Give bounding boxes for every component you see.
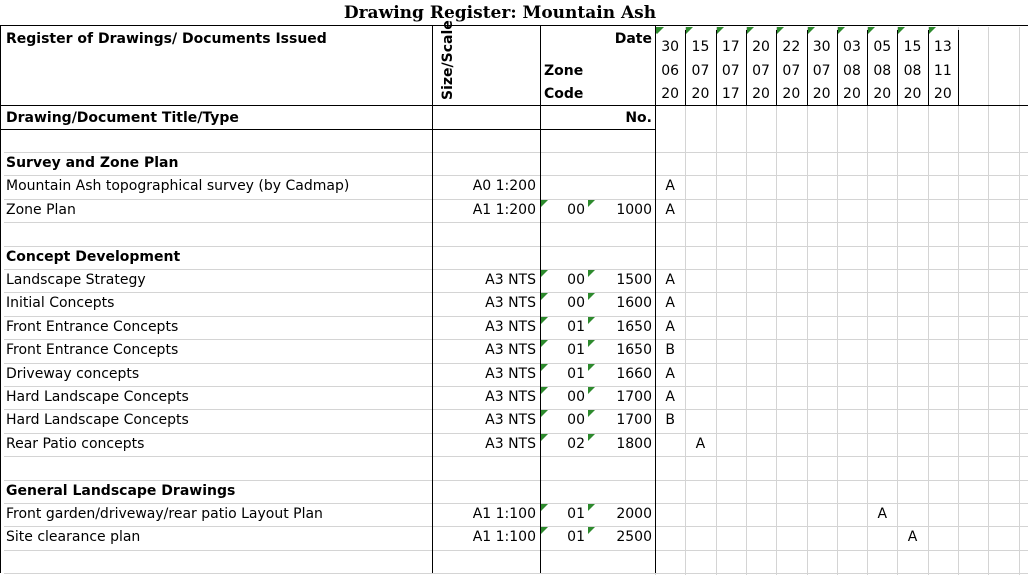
- date-day: 15: [903, 39, 922, 55]
- date-column-gridline: [716, 27, 717, 575]
- zone-code-value: 01: [567, 506, 585, 522]
- date-year: 20: [752, 86, 770, 102]
- green-triangle-marker: [838, 27, 845, 34]
- revision-mark: A: [907, 529, 918, 546]
- subheader-bottom-border: [0, 129, 655, 130]
- drawing-title: Mountain Ash topographical survey (by Cadmap): [6, 178, 350, 195]
- date-header-bottom: [655, 105, 1028, 106]
- green-triangle-marker: [686, 27, 693, 34]
- green-triangle-marker: [541, 270, 548, 277]
- date-column-gridline: [807, 27, 808, 575]
- register-label: Register of Drawings/ Documents Issued: [6, 31, 327, 47]
- green-triangle-marker: [541, 410, 548, 417]
- size-scale-value: A0 1:200: [472, 178, 536, 195]
- size-scale-value: A3 NTS: [485, 318, 536, 335]
- date-day: 03: [843, 39, 861, 55]
- date-month: 11: [933, 63, 952, 79]
- row-gridline: [4, 456, 1028, 457]
- revision-mark: A: [665, 318, 675, 335]
- revision-mark: A: [665, 201, 675, 218]
- drawing-title: Front Entrance Concepts: [6, 318, 179, 335]
- green-triangle-marker: [541, 200, 548, 207]
- drawing-title: Hard Landscape Concepts: [6, 389, 189, 405]
- code-label: Code: [544, 86, 584, 102]
- date-column-gridline: [928, 27, 929, 575]
- zone-code-value: 01: [567, 318, 585, 335]
- size-scale-value: A1 1:200: [472, 201, 536, 218]
- green-triangle-marker: [717, 27, 724, 34]
- date-month: 08: [843, 63, 861, 79]
- zone-code-value: 00: [567, 295, 585, 312]
- size-scale-label: Size/Scale: [440, 20, 456, 100]
- date-month: 07: [812, 63, 831, 79]
- green-triangle-marker: [541, 364, 548, 371]
- green-triangle-marker: [777, 27, 784, 34]
- section-heading: General Landscape Drawings: [6, 482, 236, 499]
- date-column-gridline: [1019, 27, 1020, 575]
- date-year: 20: [933, 86, 952, 102]
- section-heading: Survey and Zone Plan: [6, 155, 179, 171]
- green-triangle-marker: [898, 27, 905, 34]
- green-triangle-marker: [588, 410, 595, 417]
- drawing-number: 1660: [616, 365, 652, 382]
- size-scale-value: A1 1:100: [472, 529, 536, 546]
- drawing-number: 2000: [616, 506, 652, 522]
- date-year: 20: [661, 86, 680, 102]
- date-day: 22: [782, 39, 801, 55]
- row-gridline: [4, 573, 1028, 574]
- size-scale-value: A3 NTS: [485, 365, 536, 382]
- row-gridline: [4, 222, 1028, 223]
- date-month: 06: [661, 63, 680, 79]
- header-top-border: [0, 25, 1028, 26]
- drawing-title: Rear Patio concepts: [6, 435, 145, 452]
- size-column-border: [432, 25, 433, 573]
- date-day: 20: [752, 39, 770, 55]
- number-label: No.: [625, 110, 652, 126]
- green-triangle-marker: [541, 504, 548, 511]
- date-column-gridline: [685, 27, 686, 575]
- green-triangle-marker: [588, 340, 595, 347]
- drawing-number: 1800: [616, 435, 652, 452]
- date-year: 20: [691, 86, 710, 102]
- date-month: 07: [721, 63, 740, 79]
- date-month: 08: [903, 63, 922, 79]
- revision-mark: A: [665, 295, 675, 312]
- revision-mark: A: [877, 506, 888, 522]
- zone-code-value: 01: [567, 342, 585, 359]
- left-border: [0, 25, 1, 573]
- green-triangle-marker: [656, 27, 663, 34]
- green-triangle-marker: [588, 200, 595, 207]
- green-triangle-marker: [541, 387, 548, 394]
- date-year: 20: [812, 86, 831, 102]
- revision-mark: B: [665, 412, 675, 429]
- date-label: Date: [614, 31, 652, 47]
- date-day: 17: [721, 39, 740, 55]
- date-column-gridline: [897, 27, 898, 575]
- drawing-title: Zone Plan: [6, 201, 76, 218]
- date-year: 20: [782, 86, 801, 102]
- date-month: 07: [782, 63, 801, 79]
- drawing-title: Driveway concepts: [6, 365, 140, 382]
- zone-code-value: 00: [567, 389, 585, 405]
- date-day: 13: [933, 39, 952, 55]
- date-day: 30: [812, 39, 831, 55]
- green-triangle-marker: [541, 527, 548, 534]
- zone-code-value: 00: [567, 201, 585, 218]
- size-scale-value: A3 NTS: [485, 389, 536, 405]
- page-title: Drawing Register: Mountain Ash: [343, 3, 657, 23]
- green-triangle-marker: [929, 27, 936, 34]
- size-scale-value: A3 NTS: [485, 412, 536, 429]
- size-scale-value: A3 NTS: [485, 295, 536, 312]
- revision-mark: A: [665, 178, 675, 195]
- green-triangle-marker: [588, 387, 595, 394]
- date-column-gridline: [746, 27, 747, 575]
- green-triangle-marker: [747, 27, 754, 34]
- green-triangle-marker: [541, 293, 548, 300]
- date-column-gridline: [776, 27, 777, 575]
- date-header-divider: [958, 30, 959, 105]
- header-bottom-border: [0, 105, 655, 106]
- drawing-number: 1700: [616, 389, 652, 405]
- zone-code-value: 01: [567, 529, 585, 546]
- drawing-title: Front Entrance Concepts: [6, 342, 179, 359]
- green-triangle-marker: [588, 270, 595, 277]
- date-month: 07: [691, 63, 710, 79]
- drawing-title: Hard Landscape Concepts: [6, 412, 189, 429]
- date-column-gridline: [988, 27, 989, 575]
- revision-mark: A: [665, 365, 675, 382]
- size-scale-value: A3 NTS: [485, 342, 536, 359]
- drawing-number: 1600: [616, 295, 652, 312]
- drawing-number: 2500: [616, 529, 652, 546]
- drawing-number: 1650: [616, 318, 652, 335]
- revision-mark: A: [665, 389, 675, 405]
- green-triangle-marker: [588, 317, 595, 324]
- drawing-title: Landscape Strategy: [6, 272, 146, 288]
- zone-code-value: 02: [567, 435, 585, 452]
- date-day: 15: [691, 39, 710, 55]
- drawing-number: 1500: [616, 272, 652, 288]
- size-scale-value: A3 NTS: [485, 435, 536, 452]
- green-triangle-marker: [588, 364, 595, 371]
- date-day: 30: [661, 39, 680, 55]
- zone-label: Zone: [544, 63, 584, 79]
- revision-mark: B: [665, 342, 675, 359]
- date-year: 20: [873, 86, 892, 102]
- date-day: 05: [873, 39, 892, 55]
- size-scale-value: A3 NTS: [485, 272, 536, 288]
- drawing-number: 1000: [616, 201, 652, 218]
- revision-mark: A: [695, 435, 706, 452]
- green-triangle-marker: [541, 434, 548, 441]
- date-month: 08: [873, 63, 892, 79]
- date-year: 20: [843, 86, 861, 102]
- drawing-number: 1700: [616, 412, 652, 429]
- size-scale-value: A1 1:100: [472, 506, 536, 522]
- date-column-gridline: [837, 27, 838, 575]
- section-heading: Concept Development: [6, 248, 181, 265]
- green-triangle-marker: [541, 317, 548, 324]
- date-year: 17: [721, 86, 740, 102]
- drawing-number: 1650: [616, 342, 652, 359]
- date-year: 20: [903, 86, 922, 102]
- green-triangle-marker: [541, 340, 548, 347]
- green-triangle-marker: [588, 293, 595, 300]
- row-gridline: [4, 550, 1028, 551]
- drawing-title: Site clearance plan: [6, 529, 141, 546]
- date-column-gridline: [867, 27, 868, 575]
- green-triangle-marker: [588, 504, 595, 511]
- zone-code-value: 01: [567, 365, 585, 382]
- zone-code-value: 00: [567, 412, 585, 429]
- zone-code-value: 00: [567, 272, 585, 288]
- title-type-label: Drawing/Document Title/Type: [6, 110, 239, 126]
- date-month: 07: [752, 63, 770, 79]
- green-triangle-marker: [588, 434, 595, 441]
- drawing-title: Initial Concepts: [6, 295, 115, 312]
- green-triangle-marker: [808, 27, 815, 34]
- drawing-title: Front garden/driveway/rear patio Layout Plan: [6, 506, 323, 522]
- green-triangle-marker: [588, 527, 595, 534]
- green-triangle-marker: [868, 27, 875, 34]
- date-column-gridline: [958, 27, 959, 575]
- revision-mark: A: [665, 272, 675, 288]
